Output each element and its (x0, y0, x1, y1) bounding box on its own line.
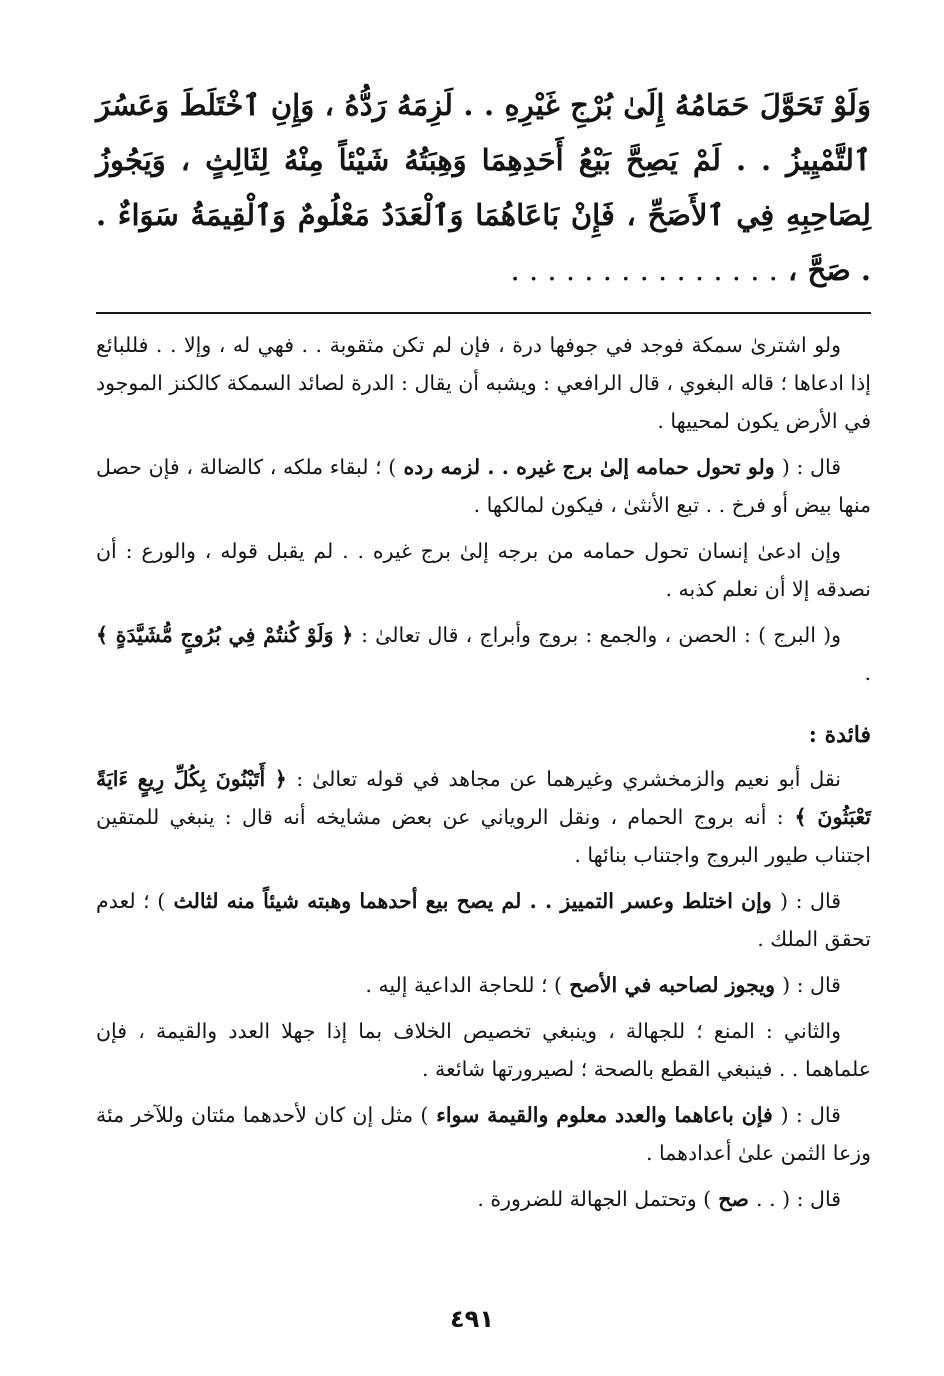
quote-close: ) ؛ لبقاء ملكه ، كالضالة ، فإن حصل منها بيض أو فرخ . . تبع الأنثىٰ ، فيكون لمالكها . (96, 455, 871, 517)
commentary-paragraph-9 (96, 1096, 871, 1172)
quote-open: قال : ( (780, 1103, 841, 1127)
commentary-paragraph-6 (96, 882, 871, 958)
quote-close: ) مثل إن كان لأحدهما مئتان وللآخر مئة وزعا الثمن علىٰ أعدادهما . (96, 1103, 871, 1165)
commentary-paragraph-7 (96, 966, 871, 1004)
commentary-paragraph-4 (96, 616, 871, 692)
quoted-matn: ولو تحول حمامه إلىٰ برج غيره . . لزمه رده (396, 455, 782, 479)
commentary-paragraph-3: وإن ادعىٰ إنسان تحول حمامه من برجه إلىٰ برج غيره . . لم يقبل قوله ، والورع : أن نصدقه إلا أن نعلم كذبه . (96, 539, 871, 601)
quran-verse: ﴿ أَتَبْنُونَ بِكُلِّ رِيعٍ ءَايَةً تَعْبَثُونَ ﴾ (96, 767, 871, 829)
narration-text: نقل أبو نعيم والزمخشري وغيرهما عن مجاهد في قوله تعالىٰ : (296, 767, 841, 791)
commentary-paragraph-8: والثاني : المنع ؛ للجهالة ، وينبغي تخصيص الخلاف بما إذا جهلا العدد والقيمة ، فإن علماهما . . فينبغي القطع بالصحة ؛ لصيرورتها شائعة . (96, 1019, 871, 1081)
end-dot: . (864, 661, 871, 685)
quote-close: ) وتحتمل الجهالة للضرورة . (477, 1187, 712, 1211)
quote-open: قال : ( (779, 889, 841, 913)
commentary-paragraph-1: ولو اشترىٰ سمكة فوجد في جوفها درة ، فإن لم تكن مثقوبة . . فهي له ، وإلا . . فللبائع إذا ادعاها ؛ قاله البغوي ، قال الرافعي : ويشبه أن يقال : الدرة لصائد السمكة كالكنز الموجود في الأرض يكون لمحييها . (96, 333, 871, 433)
narration-continuation: : أنه بروج الحمام ، ونقل الروياني عن بعض مشايخه أنه قال : ينبغي للمتقين اجتناب طيور البروج واجتناب بنائها . (96, 805, 871, 867)
quoted-matn: ويجوز لصاحبه في الأصح (562, 973, 783, 997)
matn-trailing-dots: . . . . . . . . . . . . . . . (510, 253, 778, 287)
quran-verse: ﴿ وَلَوْ كُنتُمْ فِي بُرُوجٍ مُّشَيَّدَةٍ ﴾ (96, 623, 362, 647)
quoted-matn: صح (711, 1187, 757, 1211)
matn-text (96, 78, 871, 298)
quote-open: قال : ( . . (756, 1187, 841, 1211)
faida-heading: فائدة : (808, 722, 871, 748)
separator-rule (96, 312, 871, 314)
quote-close: ) ؛ لعدم تحقق الملك . (96, 889, 871, 951)
matn-body: وَلَوْ تَحَوَّلَ حَمَامُهُ إِلَىٰ بُرْجِ غَيْرِهِ . . لَزِمَهُ رَدُّهُ ، وَإِنِ ٱخْتَلَطَ وَعَسُرَ ٱلتَّمْيِيزُ . . لَمْ يَصِحَّ بَيْعُ أَحَدِهِمَا وَهِبَتُهُ شَيْئاً مِنْهُ لِثَالِثٍ ، وَيَجُوزُ لِصَاحِبِهِ فِي ٱلأَصَحِّ ، فَإِنْ بَاعَاهُمَا وَٱلْعَدَدُ مَعْلُومٌ وَٱلْقِيمَةُ سَوَاءٌ . . صَحَّ ، (96, 88, 871, 287)
commentary-paragraph-2 (96, 448, 871, 524)
page-number: ٤٩١ (450, 1305, 494, 1333)
commentary (96, 326, 871, 1218)
definition-text: و( البرج ) : الحصن ، والجمع : بروج وأبراج ، قال تعالىٰ : (361, 623, 841, 647)
quoted-matn: فإن باعاهما والعدد معلوم والقيمة سواء (428, 1103, 781, 1127)
quote-open: قال : ( (781, 455, 841, 479)
quoted-matn: وإن اختلط وعسر التمييز . . لم يصح بيع أحدهما وهبته شيئاً منه لثالث (165, 889, 780, 913)
commentary-paragraph-5 (96, 760, 871, 874)
quote-close: ) ؛ للحاجة الداعية إليه . (365, 973, 563, 997)
commentary-paragraph-10 (96, 1180, 871, 1218)
quote-open: قال : ( (782, 973, 841, 997)
